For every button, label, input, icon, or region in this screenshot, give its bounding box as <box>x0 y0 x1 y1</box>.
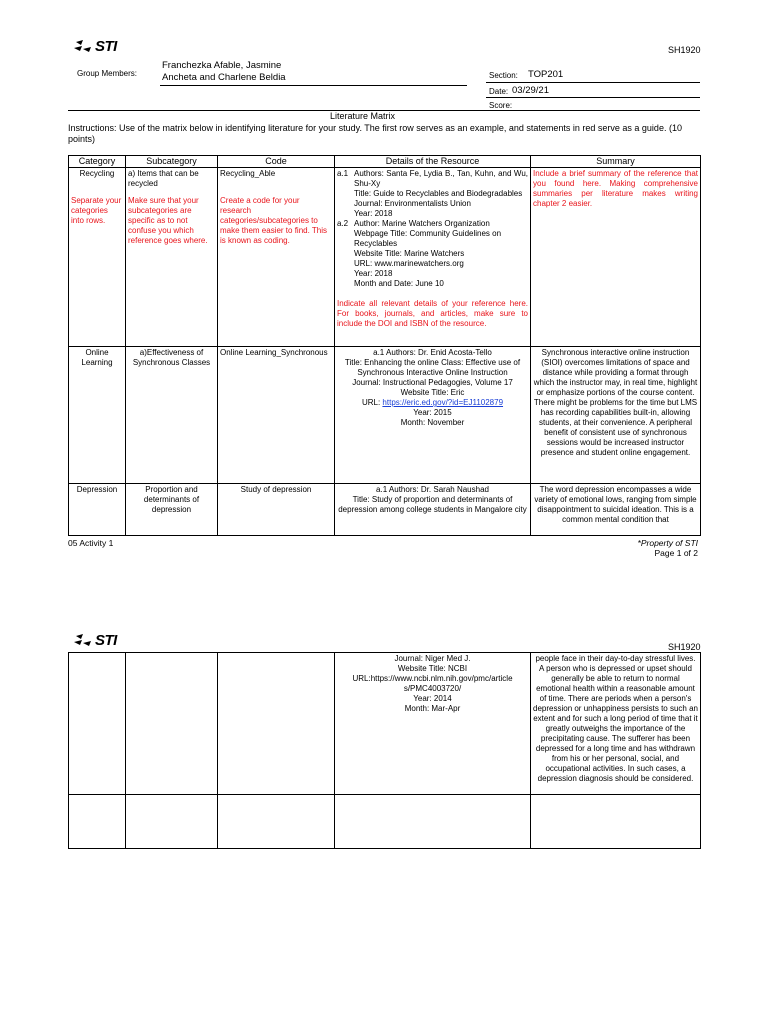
logo-text: STI <box>95 38 117 55</box>
details-cell <box>335 795 531 849</box>
table-row <box>69 168 701 347</box>
subcategory-cell <box>126 653 218 795</box>
sti-logo-icon <box>74 633 94 649</box>
table-row <box>69 484 701 536</box>
table-row <box>69 653 701 795</box>
table-row <box>69 795 701 849</box>
code-cell <box>218 653 335 795</box>
doc-code: SH1920 <box>668 45 701 55</box>
details-cell: a.1 Authors: Santa Fe, Lydia B., Tan, Kuhn, and Wu, Shu-Xy Title: Guide to Recyclables and Biodegradables Journal: Environmentalists Union Year: 2018 a.2 Author: Marine Watchers Organization Webpage Title: Community Guidelines on Recyclables Website Title: Marine Watchers URL: www.marinewatchers.org Year: 2018 Month and Date: June 10 Indicate all relevant details of your reference here. For books, journals, and articles, make sure to include the DOI and ISBN of the resource. <box>335 168 531 347</box>
header-details: Details of the Resource <box>335 156 531 168</box>
category-cell <box>69 795 126 849</box>
summary-cell: The word depression encompasses a wide variety of emotional lows, ranging from simple disappointment to suicidal ideation. This is a common mental condition that <box>531 484 701 536</box>
subcategory-cell: a) Items that can be recycled Make sure that your subcategories are specific as to not confuse you which reference goes where. <box>126 168 218 347</box>
code-cell: Recycling_Able Create a code for your research categories/subcategories to make them easier to find. This is known as coding. <box>218 168 335 347</box>
date-label: Date: <box>489 87 509 96</box>
category-cell: Online Learning <box>69 347 126 484</box>
footer-activity: 05 Activity 1 <box>68 538 114 548</box>
summary-cell <box>531 795 701 849</box>
doc-code: SH1920 <box>668 642 701 652</box>
eric-link[interactable]: https://eric.ed.gov/?id=EJ1102879 <box>382 398 504 407</box>
summary-cell: Include a brief summary of the reference that you found here. Making comprehensive summaries per literature makes writing chapter 2 easier. <box>531 168 701 347</box>
code-cell: Online Learning_Synchronous <box>218 347 335 484</box>
code-cell <box>218 795 335 849</box>
page-title: Literature Matrix <box>330 111 396 121</box>
details-cell: Journal: Niger Med J. Website Title: NCBI URL:https://www.ncbi.nlm.nih.gov/pmc/article s/PMC4003720/ Year: 2014 Month: Mar-Apr <box>335 653 531 795</box>
category-cell: Depression <box>69 484 126 536</box>
group-members-value: Franchezka Afable, Jasmine Ancheta and Charlene Beldia <box>162 60 286 83</box>
header-category: Category <box>69 156 126 168</box>
header-summary: Summary <box>531 156 701 168</box>
footer-page: Page 1 of 2 <box>654 548 698 558</box>
category-cell: Recycling Separate your categories into rows. <box>69 168 126 347</box>
literature-matrix-table-continued <box>68 652 701 849</box>
header-code: Code <box>218 156 335 168</box>
logo-text: STI <box>95 632 117 649</box>
section-label: Section: <box>489 71 518 80</box>
summary-cell: people face in their day-to-day stressful lives. A person who is depressed or upset should generally be able to return to normal emotional health within a reasonable amount of time. There are periods when a person's depression or unhappiness persists to such an extent and for such a long period of time that it greatly outweighs the importance of the precipitating cause. The sufferer has been depressed for a long time and has withdrawn from his or her personal, social, and occupational activities. In such cases, a depression diagnosis should be considered. <box>531 653 701 795</box>
date-value: 03/29/21 <box>512 85 549 96</box>
table-row <box>69 347 701 484</box>
literature-matrix-table <box>68 155 701 536</box>
section-value: TOP201 <box>528 69 564 80</box>
header-subcategory: Subcategory <box>126 156 218 168</box>
group-members-label: Group Members: <box>77 69 138 78</box>
category-cell <box>69 653 126 795</box>
sti-logo <box>74 38 117 55</box>
details-cell: a.1 Authors: Dr. Sarah Naushad Title: Study of proportion and determinants of depression among college students in Mangalore city <box>335 484 531 536</box>
summary-cell: Synchronous interactive online instruction (SIOI) overcomes limitations of space and distance while providing a format through which the instructor may, in real time, highlight or emphasize portions of the course content. There might be problems for the time but LMS has recording capabilities built-in, allowing students, at their convenience. A peripheral benefit of consistent use of synchronous sessions would be increased instructor presence and student online engagement. <box>531 347 701 484</box>
sti-logo-icon <box>74 39 94 55</box>
score-label: Score: <box>489 101 513 110</box>
instructions: Instructions: Use of the matrix below in identifying literature for your study. The first row serves as an example, and statements in red serve as a guide. (10 points) <box>68 123 682 144</box>
subcategory-cell: Proportion and determinants of depression <box>126 484 218 536</box>
footer-property: *Property of STI <box>637 538 698 548</box>
code-cell: Study of depression <box>218 484 335 536</box>
details-cell: a.1 Authors: Dr. Enid Acosta-Tello Title: Enhancing the online Class: Effective use of Synchronous Interactive Online Instruction Journal: Instructional Pedagogies, Volume 17 Website Title: Eric URL: https://eric.ed.gov/?id=EJ1102879 Year: 2015 Month: November <box>335 347 531 484</box>
subcategory-cell: a)Effectiveness of Synchronous Classes <box>126 347 218 484</box>
subcategory-cell <box>126 795 218 849</box>
sti-logo <box>74 632 117 649</box>
